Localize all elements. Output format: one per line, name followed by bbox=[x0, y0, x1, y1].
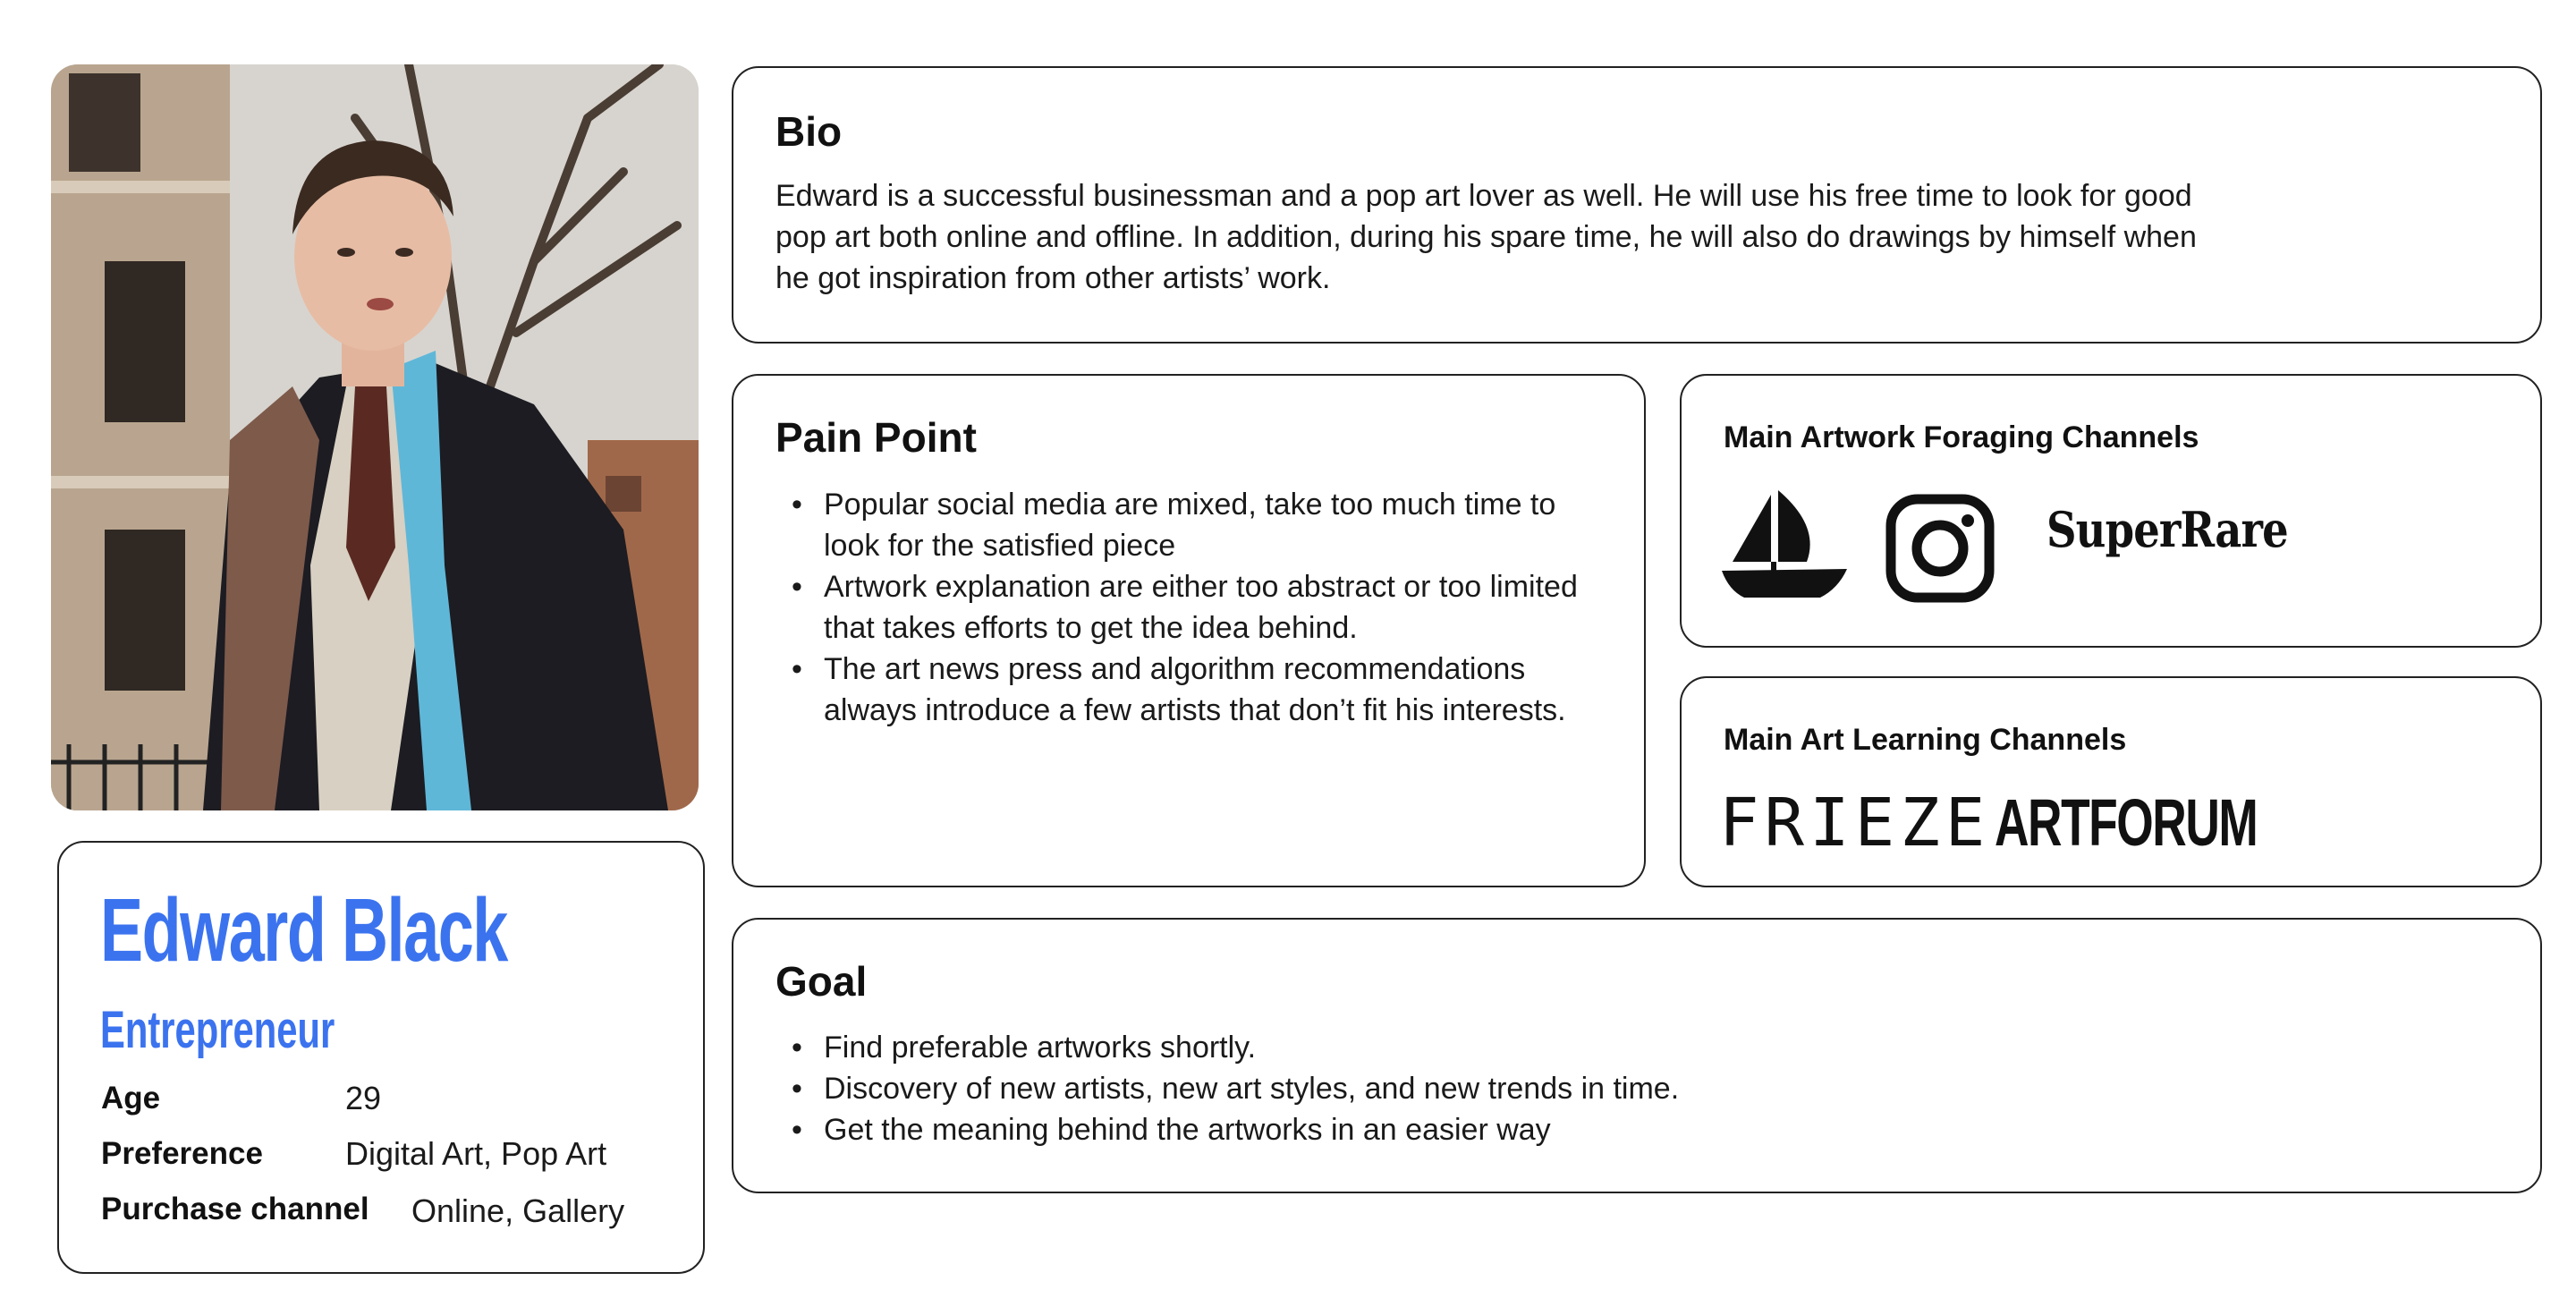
pain-point-title: Pain Point bbox=[775, 414, 977, 461]
learning-channels-title: Main Art Learning Channels bbox=[1724, 723, 2127, 757]
frieze-logo[interactable]: FRIEZE bbox=[1719, 785, 1991, 861]
artforum-logo[interactable]: ARTFORUM bbox=[1995, 785, 2258, 860]
bio-title: Bio bbox=[775, 108, 843, 155]
persona-photo-illustration bbox=[51, 64, 699, 810]
bio-line: Edward is a successful businessman and a pop art lover as well. He will use his free time to look for good bbox=[775, 179, 2192, 213]
list-item: • Artwork explanation are either too abstract or too limited that takes efforts to get the idea behind. bbox=[775, 566, 1616, 649]
list-item: • Discovery of new artists, new art styles, and new trends in time. bbox=[775, 1068, 2475, 1109]
list-item: • Get the meaning behind the artworks in an easier way bbox=[775, 1109, 2475, 1150]
bio-text bbox=[775, 175, 2529, 299]
age-label: Age bbox=[101, 1081, 161, 1116]
pain-point-list bbox=[775, 484, 1616, 731]
instagram-icon[interactable] bbox=[1885, 494, 1995, 603]
preference-label: Preference bbox=[101, 1136, 263, 1171]
list-item: • Popular social media are mixed, take too much time to look for the satisfied piece bbox=[775, 484, 1616, 566]
list-item: • Find preferable artworks shortly. bbox=[775, 1027, 2475, 1068]
persona-photo bbox=[51, 64, 699, 810]
bio-line: pop art both online and offline. In addition, during his spare time, he will also do drawings by himself when bbox=[775, 220, 2197, 254]
superrare-logo[interactable]: SuperRare bbox=[2046, 501, 2288, 558]
persona-role: Entrepreneur bbox=[100, 1001, 335, 1059]
age-value: 29 bbox=[345, 1080, 382, 1116]
goal-list bbox=[775, 1027, 2475, 1150]
bio-line: he got inspiration from other artists’ work. bbox=[775, 261, 1331, 295]
opensea-icon[interactable] bbox=[1722, 490, 1847, 607]
foraging-channels-title: Main Artwork Foraging Channels bbox=[1724, 420, 2199, 454]
purchase-channel-value: Online, Gallery bbox=[411, 1192, 625, 1229]
list-item: • The art news press and algorithm recommendations always introduce a few artists that don’t fit his interests. bbox=[775, 649, 1616, 731]
purchase-channel-label: Purchase channel bbox=[101, 1192, 369, 1226]
goal-title: Goal bbox=[775, 958, 868, 1005]
preference-value: Digital Art, Pop Art bbox=[345, 1135, 607, 1172]
persona-name: Edward Black bbox=[100, 880, 507, 980]
